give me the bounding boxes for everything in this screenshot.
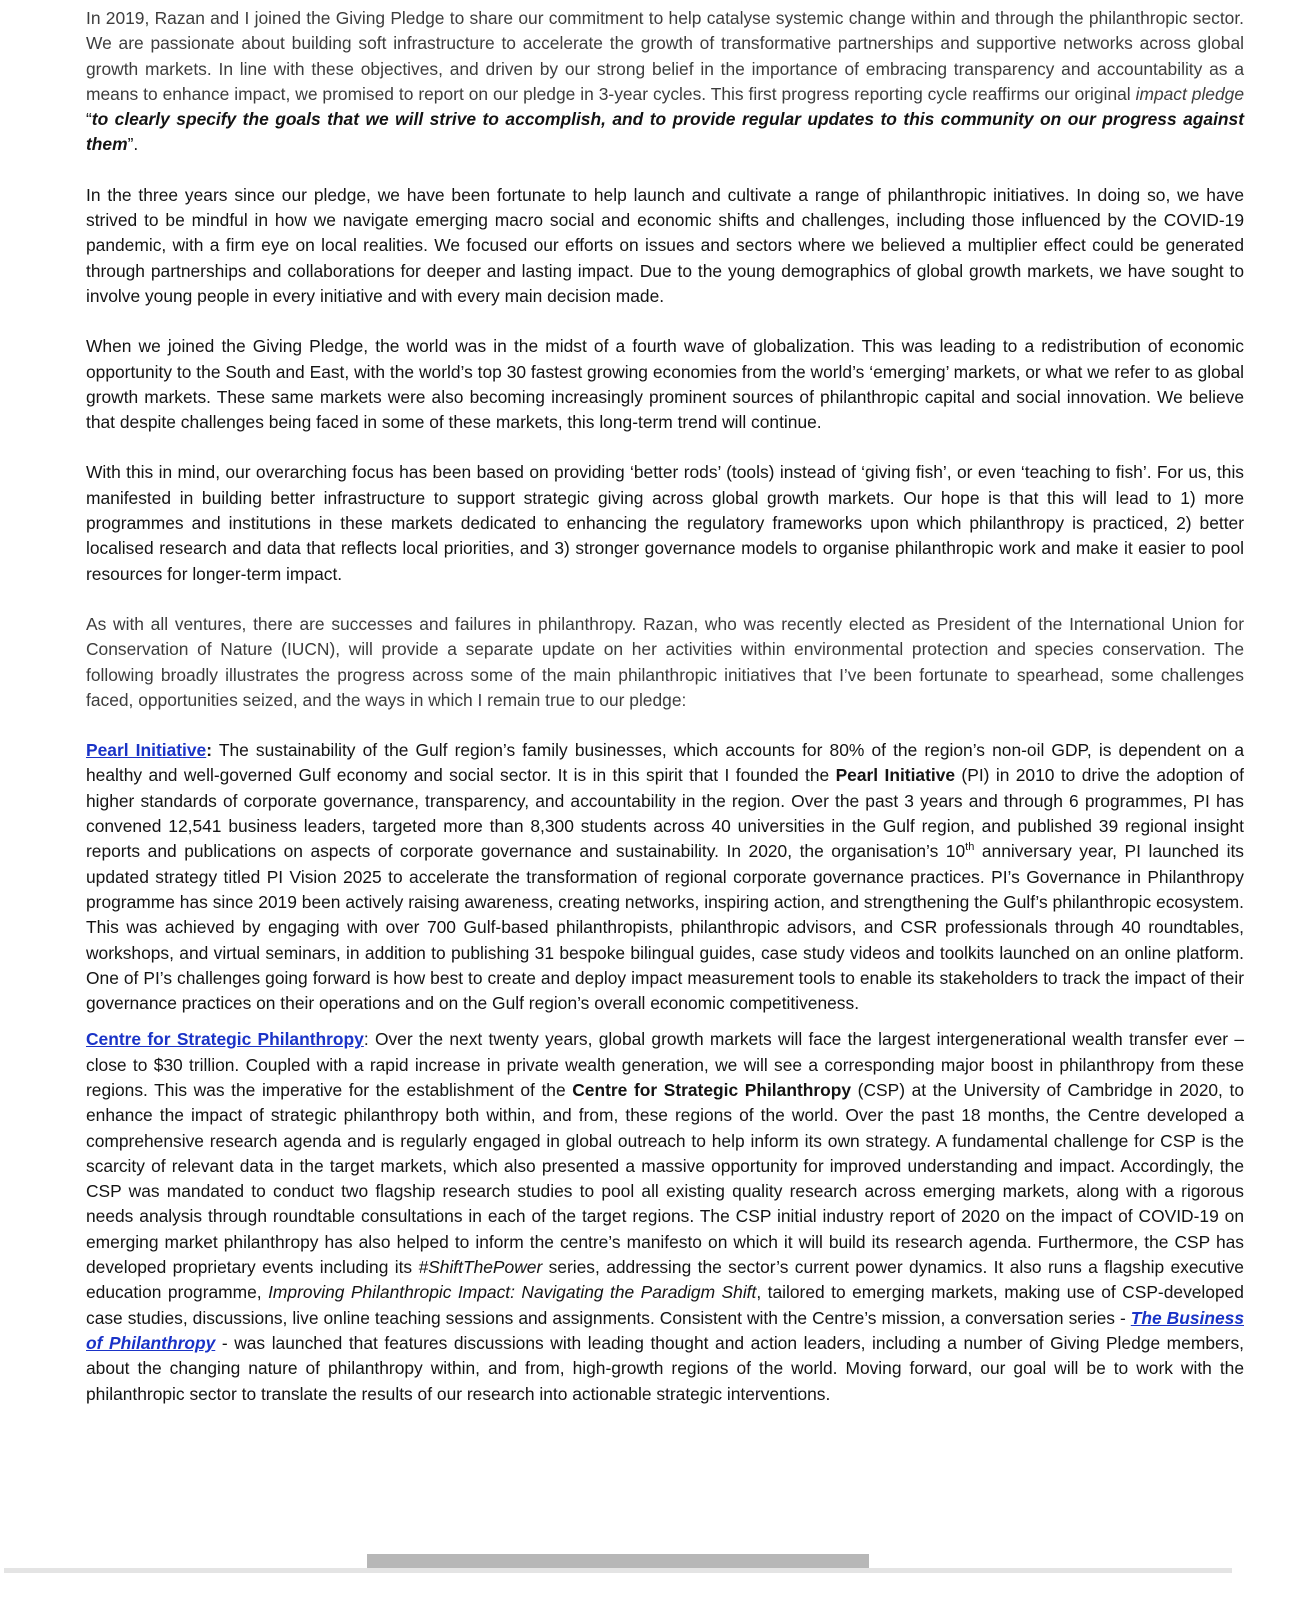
open-quote: “: [86, 109, 92, 130]
csp-text-3: series, addressing the sector’s current power dynamics. It also runs a flagship executive education programme,: [86, 1257, 1244, 1303]
csp-colon: :: [363, 1029, 369, 1050]
paragraph-better-rods: With this in mind, our overarching focus has been based on providing ‘better rods’ (tools) instead of ‘giving fish’, or even ‘teaching to fish’. For us, this manifested in building better infrastructure to support strategic giving across global growth markets. Our hope is that this will lead to 1) more programmes and institutions in these markets dedicated to enhancing the regulatory frameworks upon which philanthropy is practiced, 2) better localised research and data that reflects local priorities, and 3) stronger governance models to organise philanthropic work and make it easier to pool resources for longer-term impact.: [86, 462, 1244, 584]
footer-scan-bar: [367, 1554, 869, 1569]
shift-the-power-text: #ShiftThePower: [418, 1257, 543, 1278]
csp-text-4: , tailored to emerging markets, making use of CSP-developed case studies, discussions, live online teaching sessions and assignments. Consistent with the Centre’s mission, a conversation series -: [86, 1282, 1244, 1328]
pearl-text-2: (PI) in 2010 to drive the adoption of higher standards of corporate governance, transparency, and accountability in the region. Over the past 3 years and through 6 programmes, PI has convened 12,541 business leaders, targeted more than 8,300 students across 40 universities in the Gulf region, and published 39 regional insight reports and publications on aspects of corporate governance and sustainability. In 2020, the organisation’s 10: [86, 765, 1244, 862]
paragraph-pearl-initiative: [86, 738, 1244, 1016]
paragraph-intro: [86, 6, 1244, 158]
csp-text-2: (CSP) at the University of Cambridge in 2020, to enhance the impact of strategic philanthropy both within, and from, these regions of the world. Over the past 18 months, the Centre developed a comprehensive research agenda and is regularly engaged in global outreach to help inform its own strategy. A fundamental challenge for CSP is the scarcity of relevant data in the target markets, which also presented a massive opportunity for improved understanding and impact. Accordingly, the CSP was mandated to conduct two flagship research studies to pool all existing quality research across emerging markets, along with a rigorous needs analysis through roundtable consultations in each of the target regions. The CSP initial industry report of 2020 on the impact of COVID-19 on emerging market philanthropy has also helped to inform the centre’s manifesto on which it will build its research agenda. Furthermore, the CSP has developed proprietary events including its: [86, 1079, 1244, 1278]
paragraph-globalization: When we joined the Giving Pledge, the world was in the midst of a fourth wave of globalization. This was leading to a redistribution of economic opportunity to the South and East, with the world’s top 30 fastest growing economies from the world’s ‘emerging’ markets, or what we refer to as global growth markets. These same markets were also becoming increasingly prominent sources of philanthropic capital and social innovation. We believe that despite challenges being faced in some of these markets, this long-term trend will continue.: [86, 336, 1244, 433]
csp-bold-name: Centre for Strategic Philanthropy: [572, 1079, 852, 1100]
business-of-philanthropy-link[interactable]: The Business of Philanthropy: [86, 1307, 1244, 1353]
pearl-text-3: anniversary year, PI launched its updated strategy titled PI Vision 2025 to accelerate the transformation of regional corporate governance practices. PI’s Governance in Philanthropy programme has since 2019 been actively raising awareness, creating networks, inspiring action, and strengthening the Gulf’s philanthropic ecosystem. This was achieved by engaging with over 700 Gulf-based philanthropists, philanthropic advisors, and CSR professionals through 40 roundtables, workshops, and virtual seminars, in addition to publishing 31 bespoke bilingual guides, case study videos and toolkits launched on an online platform. One of PI’s challenges going forward is how best to create and deploy impact measurement tools to enable its stakeholders to track the impact of their governance practices on their operations and on the Gulf region’s overall economic competitiveness.: [86, 841, 1244, 1014]
impact-pledge-text: impact pledge: [1135, 83, 1244, 104]
intro-text: In 2019, Razan and I joined the Giving Pledge to share our commitment to help catalyse systemic change within and through the philanthropic sector. We are passionate about building soft infrastructure to accelerate the growth of transformative partnerships and supportive networks across global growth markets. In line with these objectives, and driven by our strong belief in the importance of embracing transparency and accountability as a means to enhance impact, we promised to report on our pledge in 3-year cycles. This first progress reporting cycle reaffirms our original: [86, 8, 1244, 104]
close-quote: ”.: [127, 134, 139, 155]
pearl-colon: :: [206, 740, 213, 761]
document-body: [86, 6, 1244, 1432]
pledge-quote: to clearly specify the goals that we will strive to accomplish, and to provide regular updates to this community on our progress against them: [86, 109, 1244, 155]
csp-text-5: - was launched that features discussions with leading thought and action leaders, including a number of Giving Pledge members, about the changing nature of philanthropy within, and from, high-growth regions of the world. Moving forward, our goal will be to work with the philanthropic sector to translate the results of our research into actionable strategic interventions.: [86, 1332, 1244, 1404]
csp-link[interactable]: Centre for Strategic Philanthropy: [86, 1029, 364, 1050]
pearl-initiative-link[interactable]: Pearl Initiative: [86, 740, 207, 761]
paragraph-three-years: In the three years since our pledge, we have been fortunate to help launch and cultivate a range of philanthropic initiatives. In doing so, we have strived to be mindful in how we navigate emerging macro social and economic shifts and challenges, including those influenced by the COVID-19 pandemic, with a firm eye on local realities. We focused our efforts on issues and sectors where we believed a multiplier effect could be generated through partnerships and collaborations for deeper and lasting impact. Due to the young demographics of global growth markets, we have sought to involve young people in every initiative and with every main decision made.: [86, 184, 1244, 306]
csp-text-1: Over the next twenty years, global growth markets will face the largest intergenerational wealth transfer ever – close to $30 trillion. Coupled with a rapid increase in private wealth generation, we will see a corresponding major boost in philanthropy from these regions. This was the imperative for the establishment of the: [86, 1029, 1244, 1100]
paragraph-ventures: As with all ventures, there are successes and failures in philanthropy. Razan, who was recently elected as President of the International Union for Conservation of Nature (IUCN), will provide a separate update on her activities within environmental protection and species conservation. The following broadly illustrates the progress across some of the main philanthropic initiatives that I’ve been fortunate to spearhead, some challenges faced, opportunities seized, and the ways in which I remain true to our pledge:: [86, 613, 1244, 710]
programme-title: Improving Philanthropic Impact: Navigating the Paradigm Shift: [268, 1282, 757, 1303]
pearl-text-1: The sustainability of the Gulf region’s family businesses, which accounts for 80% of the region’s non-oil GDP, is dependent on a healthy and well-governed Gulf economy and social sector. It is in this spirit that I founded the: [86, 740, 1244, 786]
pearl-bold-name: Pearl Initiative: [835, 765, 956, 786]
footer-rule: [4, 1568, 1232, 1573]
paragraph-centre-strategic-philanthropy: [86, 1027, 1244, 1406]
pearl-superscript: th: [965, 841, 975, 854]
